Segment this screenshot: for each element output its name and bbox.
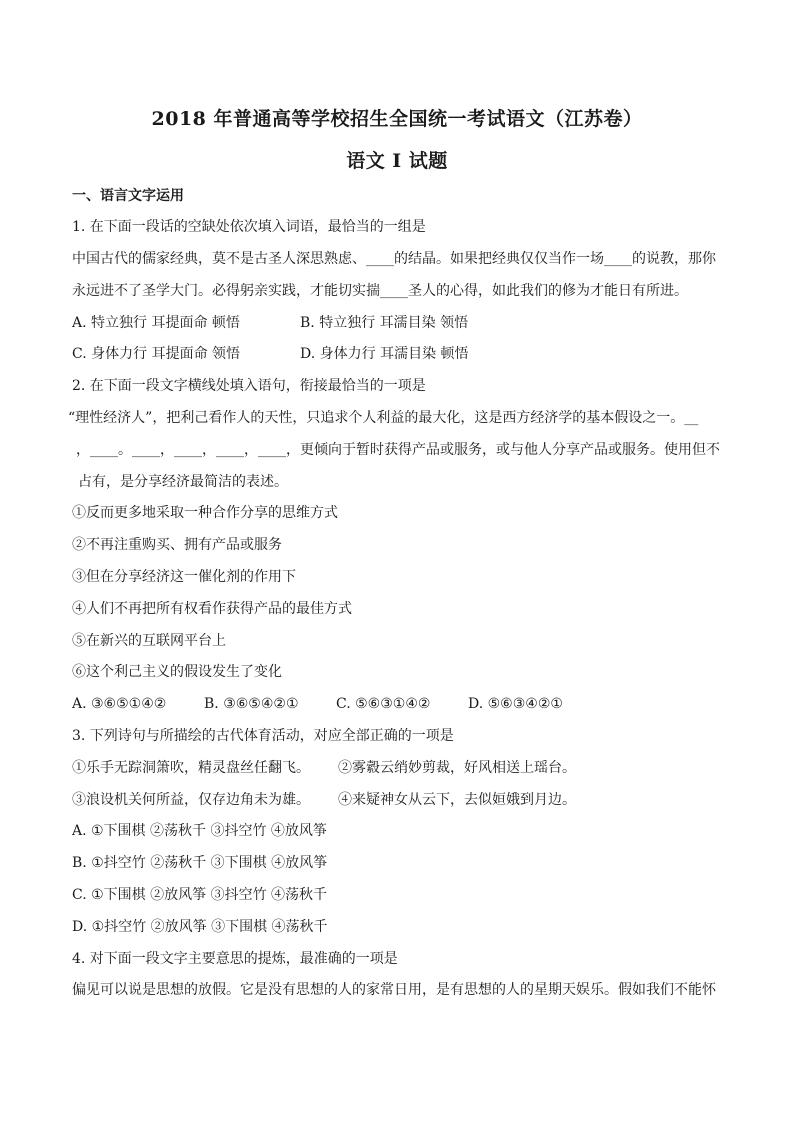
question-1-option-a: A. 特立独行 耳提面命 顿悟: [72, 315, 240, 331]
page-subtitle: 语文 I 试题: [346, 150, 448, 172]
question-1-option-d: D. 身体力行 耳濡目染 顿悟: [300, 346, 469, 362]
question-1-passage-line: 中国古代的儒家经典，莫不是古圣人深思熟虑、____的结晶。如果把经典仅仅当作一场____的说教，那你: [72, 251, 716, 267]
question-1-passage-line: 永远进不了圣学大门。必得躬亲实践，才能切实揣____圣人的心得，如此我们的修为才能日有所进。: [72, 283, 688, 299]
question-3-poem-line: ④来疑神女从云下，去似姮娥到月边。: [338, 792, 576, 808]
question-1-option-b: B. 特立独行 耳濡目染 领悟: [300, 315, 469, 331]
question-2-sentence: ①反而更多地采取一种合作分享的思维方式: [72, 505, 338, 521]
question-2-passage-line: “理性经济人”，把利己看作人的天性，只追求个人利益的最大化，这是西方经济学的基本假设之一。__: [68, 410, 699, 426]
question-2-sentence: ⑥这个利己主义的假设发生了变化: [72, 664, 282, 680]
page-title: 2018 年普通高等学校招生全国统一考试语文（江苏卷）: [151, 108, 643, 130]
question-2-option-a: A. ③⑥⑤①④②: [72, 696, 167, 712]
question-2-sentence: ⑤在新兴的互联网平台上: [72, 633, 226, 649]
question-2-option-c: C. ⑤⑥③①④②: [336, 696, 431, 712]
question-2-passage-line: ，____。____，____，____，____，更倾向于暂时获得产品或服务，或与他人分享产品或服务。使用但不: [76, 442, 720, 458]
question-3-option-d: D. ①抖空竹 ②放风筝 ③下围棋 ④荡秋千: [72, 919, 328, 935]
question-3-stem: 3. 下列诗句与所描绘的古代体育活动，对应全部正确的一项是: [72, 728, 454, 744]
question-1-option-c: C. 身体力行 耳提面命 领悟: [72, 346, 241, 362]
question-2-sentence: ③但在分享经济这一催化剂的作用下: [72, 569, 296, 585]
question-3-option-a: A. ①下围棋 ②荡秋千 ③抖空竹 ④放风筝: [72, 823, 327, 839]
question-2-sentence: ②不再注重购买、拥有产品或服务: [72, 537, 282, 553]
question-2-passage-line: 占有，是分享经济最简洁的表述。: [78, 474, 288, 490]
question-4-passage-line: 偏见可以说是思想的放假。它是没有思想的人的家常日用，是有思想的人的星期天娱乐。假如我们不能怀: [72, 982, 716, 998]
question-3-poem-line: ③浪设机关何所益，仅存边角未为雄。: [72, 792, 310, 808]
question-2-option-b: B. ③⑥⑤④②①: [204, 696, 299, 712]
section-heading: 一、语言文字运用: [72, 188, 184, 204]
question-2-option-d: D. ⑤⑥③④②①: [468, 696, 563, 712]
question-2-stem: 2. 在下面一段文字横线处填入语句，衔接最恰当的一项是: [72, 378, 426, 394]
question-2-sentence: ④人们不再把所有权看作获得产品的最佳方式: [72, 601, 352, 617]
question-3-option-c: C. ①下围棋 ②放风筝 ③抖空竹 ④荡秋千: [72, 887, 328, 903]
question-3-poem-line: ①乐手无踪洞箫吹，精灵盘丝任翻飞。: [72, 760, 310, 776]
question-4-stem: 4. 对下面一段文字主要意思的提炼，最准确的一项是: [72, 951, 398, 967]
question-3-option-b: B. ①抖空竹 ②荡秋千 ③下围棋 ④放风筝: [72, 855, 328, 871]
question-3-poem-line: ②雾縠云绡妙剪裁，好风相送上瑶台。: [338, 760, 576, 776]
question-1-stem: 1. 在下面一段话的空缺处依次填入词语，最恰当的一组是: [72, 219, 426, 235]
